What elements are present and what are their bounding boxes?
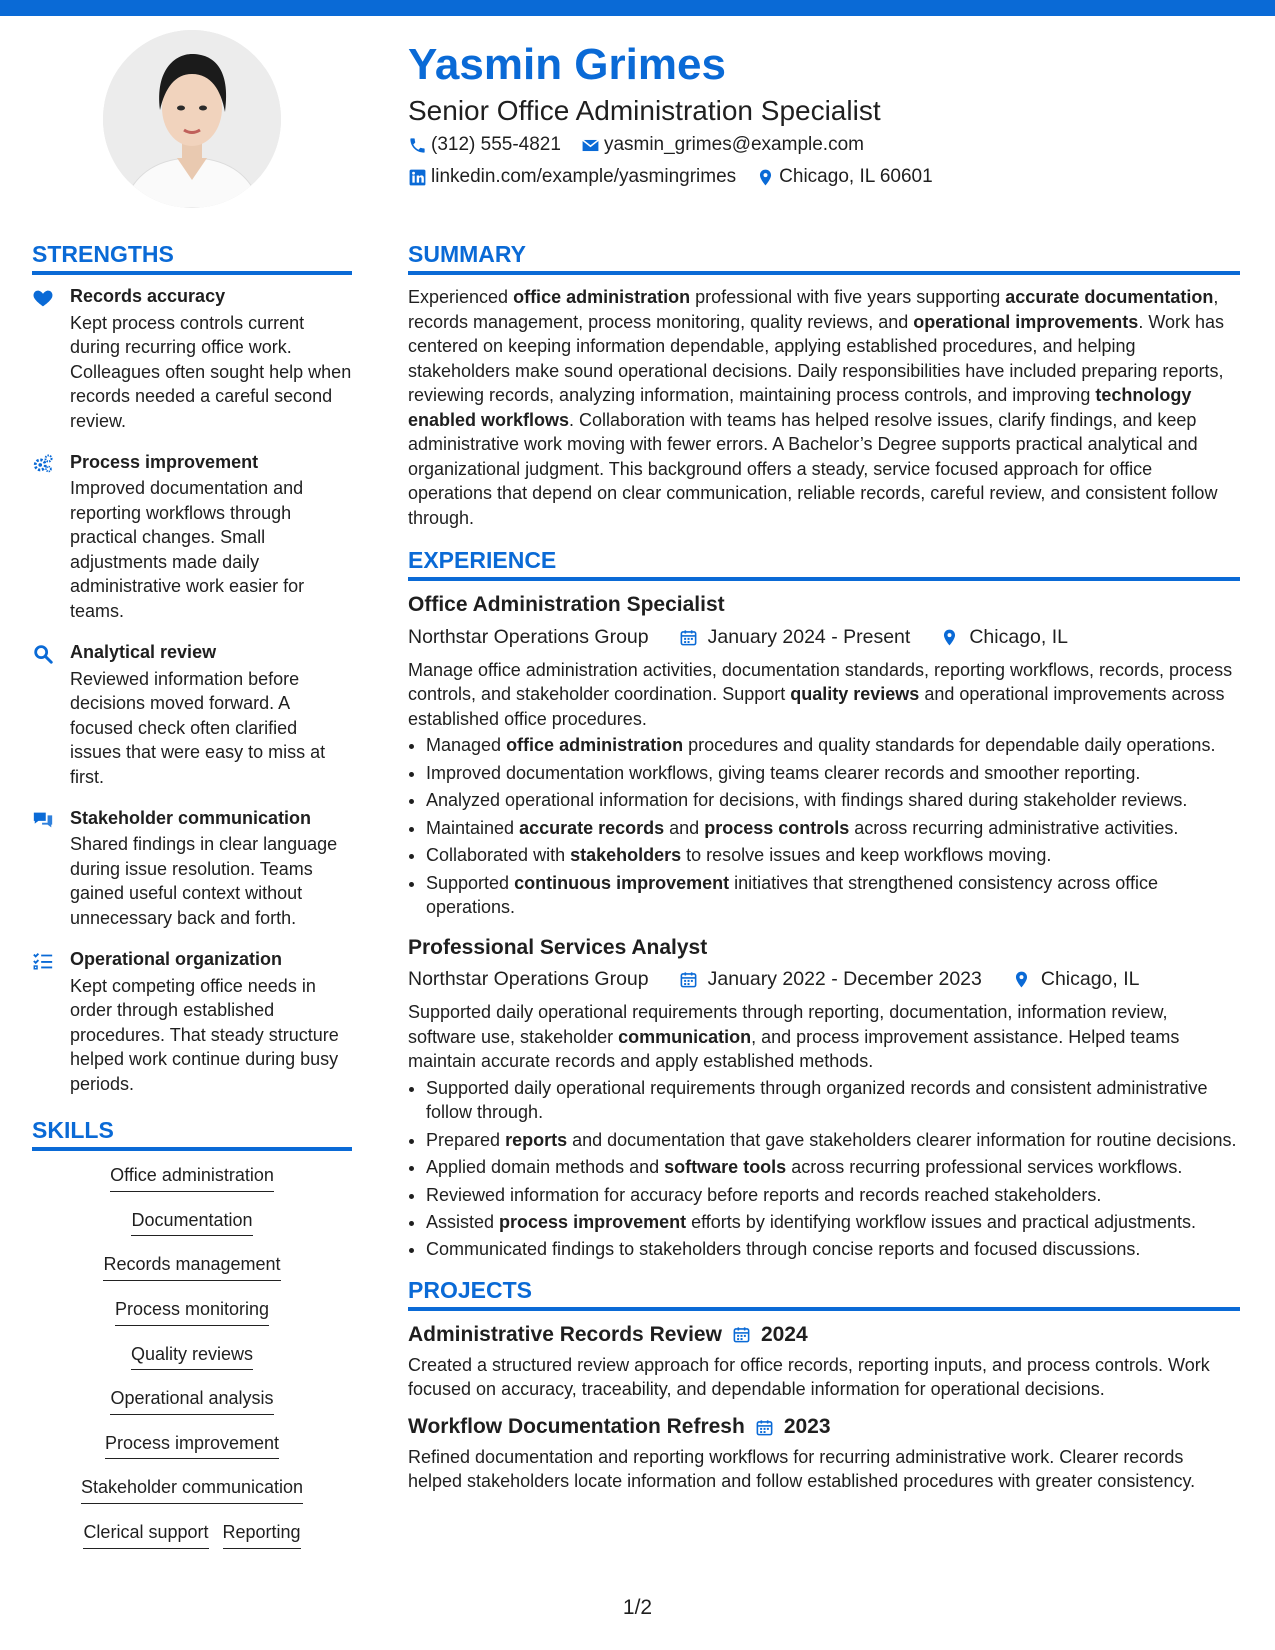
- text-run: Communicated findings to stakeholders through concise reports and focused discussions.: [426, 1239, 1141, 1260]
- phone-contact[interactable]: [408, 134, 561, 157]
- bold-text-run: operational improvements: [913, 311, 1139, 332]
- skill-row: [32, 1344, 352, 1371]
- phone-icon: [408, 136, 427, 155]
- project-description: Created a structured review approach for office records, reporting inputs, and process controls. Work focused on accuracy, traceability, and dependable information for operational decisions.: [408, 1354, 1210, 1399]
- bold-text-run: process improvement: [499, 1212, 687, 1232]
- text-run: and: [664, 817, 705, 838]
- job-bullet: [426, 1210, 1240, 1234]
- job-meta: [408, 625, 1240, 650]
- text-run: Supported daily operational requirements through organized records and consistent administrative follow through.: [426, 1077, 1208, 1123]
- email-contact[interactable]: [581, 134, 864, 157]
- bold-text-run: stakeholders: [570, 845, 682, 866]
- text-run: . Collaboration with teams has helped resolve issues, clarify findings, and keep administrative work moving with fewer errors. A Bachelor’s Degree supports practical analytical and organizational judgment. This background offers a steady, service focused approach for office operations that depend on clear communication, reliable records, careful review, and consistent follow through.: [408, 409, 1218, 528]
- skill-row: [32, 1210, 352, 1237]
- envelope-icon: [581, 136, 600, 155]
- skill-tag: Office administration: [110, 1165, 274, 1192]
- calendar-icon: [679, 970, 698, 989]
- skill-tag: Process monitoring: [115, 1299, 269, 1326]
- bold-text-run: quality reviews: [790, 684, 920, 705]
- skill-tag: Quality reviews: [131, 1344, 253, 1371]
- project-entry: [408, 1321, 1240, 1401]
- skill-row: [32, 1522, 352, 1549]
- search-icon: [32, 641, 56, 789]
- job-bullets: [408, 1076, 1240, 1262]
- text-run: procedures and quality standards for dependable daily operations.: [683, 735, 1216, 756]
- calendar-icon: [755, 1418, 774, 1437]
- strength-item: [32, 285, 352, 433]
- project-entry: [408, 1413, 1240, 1493]
- job-dates: January 2022 - December 2023: [707, 967, 982, 990]
- bold-text-run: communication: [618, 1026, 752, 1047]
- candidate-name: Yasmin Grimes: [408, 40, 726, 89]
- linkedin-text: linkedin.com/example/yasmingrimes: [431, 166, 737, 187]
- bold-text-run: software tools: [664, 1157, 787, 1178]
- strength-title: Process improvement: [70, 452, 259, 473]
- skill-row: [32, 1299, 352, 1326]
- job-bullet: [426, 1183, 1240, 1207]
- project-header: [408, 1413, 1240, 1440]
- strengths-heading: STRENGTHS: [32, 242, 352, 275]
- contact-row-1: [408, 134, 864, 157]
- text-run: Improved documentation workflows, giving teams clearer records and smoother reporting.: [426, 762, 1141, 783]
- skill-row: [32, 1254, 352, 1281]
- strength-item: [32, 807, 352, 930]
- experience-heading: EXPERIENCE: [408, 548, 1240, 581]
- job-bullet: [426, 1155, 1240, 1179]
- text-run: across recurring administrative activities.: [849, 817, 1179, 838]
- strength-item: [32, 948, 352, 1096]
- page-number: 1/2: [622, 1596, 653, 1619]
- job-bullet: [426, 843, 1240, 867]
- job-bullet: [426, 816, 1240, 840]
- text-run: and operational improvements across established office procedures.: [408, 684, 1225, 729]
- skill-row: [32, 1388, 352, 1415]
- text-run: Reviewed information for accuracy before reports and records reached stakeholders.: [426, 1184, 1102, 1205]
- job-bullet: [426, 1237, 1240, 1261]
- calendar-icon: [732, 1325, 751, 1344]
- skill-row: [32, 1477, 352, 1504]
- text-run: Supported: [426, 872, 515, 893]
- text-run: Managed: [426, 735, 507, 756]
- text-run: Analyzed operational information for decisions, with findings shared during stakeholder reviews.: [426, 790, 1188, 811]
- text-run: Experienced: [408, 287, 514, 308]
- email-text: yasmin_grimes@example.com: [603, 134, 864, 155]
- skill-tag: Clerical support: [83, 1522, 208, 1549]
- skill-tag: Documentation: [131, 1210, 252, 1237]
- strength-description: Kept process controls current during recurring office work. Colleagues often sought help when records needed a careful second review.: [70, 312, 352, 431]
- skill-tag: Reporting: [223, 1522, 301, 1549]
- text-run: Supported daily operational requirements through reporting, documentation, information review, software use, stakeholder: [408, 1002, 1168, 1047]
- bold-text-run: process controls: [704, 817, 850, 838]
- bold-text-run: technology enabled workflows: [408, 385, 1192, 430]
- strength-title: Analytical review: [70, 642, 217, 663]
- skills-list: [32, 1165, 352, 1548]
- projects-list: [408, 1321, 1240, 1493]
- project-title: Workflow Documentation Refresh: [408, 1415, 745, 1439]
- job-meta: [408, 967, 1240, 992]
- job-title: Office Administration Specialist: [408, 593, 725, 617]
- contact-row-2: [408, 166, 933, 189]
- job-bullet: [426, 761, 1240, 785]
- project-year: 2023: [783, 1415, 831, 1439]
- linkedin-icon: [408, 168, 427, 187]
- linkedin-contact[interactable]: [408, 166, 736, 189]
- text-run: Manage office administration activities, documentation standards, reporting workflows, records, process controls, and stakeholder coordination. Support: [408, 659, 1233, 705]
- job-company: Northstar Operations Group: [408, 967, 649, 990]
- project-year: 2024: [760, 1323, 808, 1347]
- job-location: Chicago, IL: [1040, 967, 1140, 990]
- text-run: to resolve issues and keep workflows moving.: [681, 845, 1052, 866]
- job-bullet: [426, 1128, 1240, 1152]
- text-run: . Work has centered on keeping information dependable, applying established procedures, and helping stakeholders make sound operational decisions. Daily responsibilities have included preparing reports, reviewing records, analyzing information, maintaining process controls, and improving: [408, 311, 1225, 406]
- text-run: efforts by identifying workflow issues and practical adjustments.: [686, 1212, 1197, 1232]
- skill-tag: Stakeholder communication: [81, 1477, 303, 1504]
- left-column: [32, 242, 352, 1567]
- text-run: and documentation that gave stakeholders clearer information for routine decisions.: [567, 1129, 1237, 1150]
- job-bullet: [426, 871, 1240, 920]
- summary-heading: SUMMARY: [408, 242, 1240, 275]
- project-description: Refined documentation and reporting workflows for recurring administrative work. Clearer records helped stakeholders locate information and follow established procedures with greater consistency.: [408, 1446, 1196, 1492]
- strength-title: Stakeholder communication: [70, 807, 312, 828]
- right-column: [408, 242, 1240, 1494]
- strength-item: [32, 451, 352, 623]
- bold-text-run: accurate documentation: [1005, 287, 1214, 308]
- project-header: [408, 1321, 1240, 1348]
- map-pin-icon: [1012, 970, 1031, 989]
- text-run: initiatives that strengthened consistency across office operations.: [426, 872, 1158, 918]
- strength-title: Operational organization: [70, 949, 283, 970]
- location-contact: [756, 166, 933, 189]
- job-bullet: [426, 733, 1240, 757]
- strength-description: Reviewed information before decisions moved forward. A focused check often clarified issues that were easy to miss at first.: [70, 668, 326, 787]
- phone-text: (312) 555-4821: [431, 134, 561, 155]
- strength-title: Records accuracy: [70, 286, 226, 307]
- experience-list: [408, 591, 1240, 1262]
- job-entry: [408, 591, 1240, 919]
- projects-heading: PROJECTS: [408, 1278, 1240, 1311]
- strength-item: [32, 641, 352, 789]
- top-accent-bar: [0, 0, 1275, 16]
- project-title: Administrative Records Review: [408, 1323, 722, 1347]
- bold-text-run: office administration: [506, 735, 684, 756]
- map-pin-icon: [756, 168, 775, 187]
- job-dates: January 2024 - Present: [707, 625, 911, 648]
- chat-icon: [32, 807, 56, 930]
- job-intro: [408, 1000, 1240, 1073]
- bold-text-run: accurate records: [519, 817, 665, 838]
- text-run: Prepared: [426, 1129, 506, 1150]
- job-bullets: [408, 733, 1240, 919]
- gears-icon: [32, 451, 56, 623]
- text-run: Collaborated with: [426, 845, 571, 866]
- text-run: Maintained: [426, 817, 520, 838]
- text-run: across recurring professional services workflows.: [786, 1157, 1183, 1178]
- skill-row: [32, 1433, 352, 1460]
- bold-text-run: continuous improvement: [514, 872, 730, 893]
- skill-row: [32, 1165, 352, 1192]
- job-intro: [408, 658, 1240, 731]
- job-bullet: [426, 1076, 1240, 1125]
- skill-tag: Operational analysis: [110, 1388, 273, 1415]
- job-entry: [408, 934, 1240, 1262]
- location-text: Chicago, IL 60601: [779, 166, 933, 187]
- bold-text-run: reports: [505, 1129, 568, 1150]
- skill-tag: Records management: [103, 1254, 280, 1281]
- text-run: professional with five years supporting: [690, 287, 1006, 308]
- strengths-list: [32, 285, 352, 1096]
- strength-description: Kept competing office needs in order through established procedures. That steady structure helped work continue during busy periods.: [70, 975, 339, 1094]
- job-location: Chicago, IL: [969, 625, 1068, 648]
- bold-text-run: office administration: [513, 287, 691, 308]
- list-check-icon: [32, 948, 56, 1096]
- text-run: Assisted: [426, 1212, 500, 1232]
- job-company: Northstar Operations Group: [408, 625, 649, 648]
- strength-description: Improved documentation and reporting workflows through practical changes. Small adjustments made daily administrative work easier for teams.: [70, 478, 305, 621]
- skills-heading: SKILLS: [32, 1118, 352, 1151]
- profile-photo: [103, 30, 281, 208]
- text-run: , and process improvement assistance. Helped teams maintain accurate records and apply established methods.: [408, 1026, 1180, 1072]
- calendar-icon: [679, 628, 698, 647]
- map-pin-icon: [940, 628, 959, 647]
- job-title: Professional Services Analyst: [408, 935, 708, 959]
- summary-text: [408, 285, 1240, 530]
- skill-tag: Process improvement: [105, 1433, 279, 1460]
- strength-description: Shared findings in clear language during issue resolution. Teams gained useful context without unnecessary back and forth.: [70, 834, 338, 928]
- job-bullet: [426, 788, 1240, 812]
- heart-icon: [32, 285, 56, 433]
- candidate-title: Senior Office Administration Specialist: [408, 95, 881, 126]
- text-run: Applied domain methods and: [426, 1157, 665, 1178]
- text-run: , records management, process monitoring, quality reviews, and: [408, 287, 1219, 332]
